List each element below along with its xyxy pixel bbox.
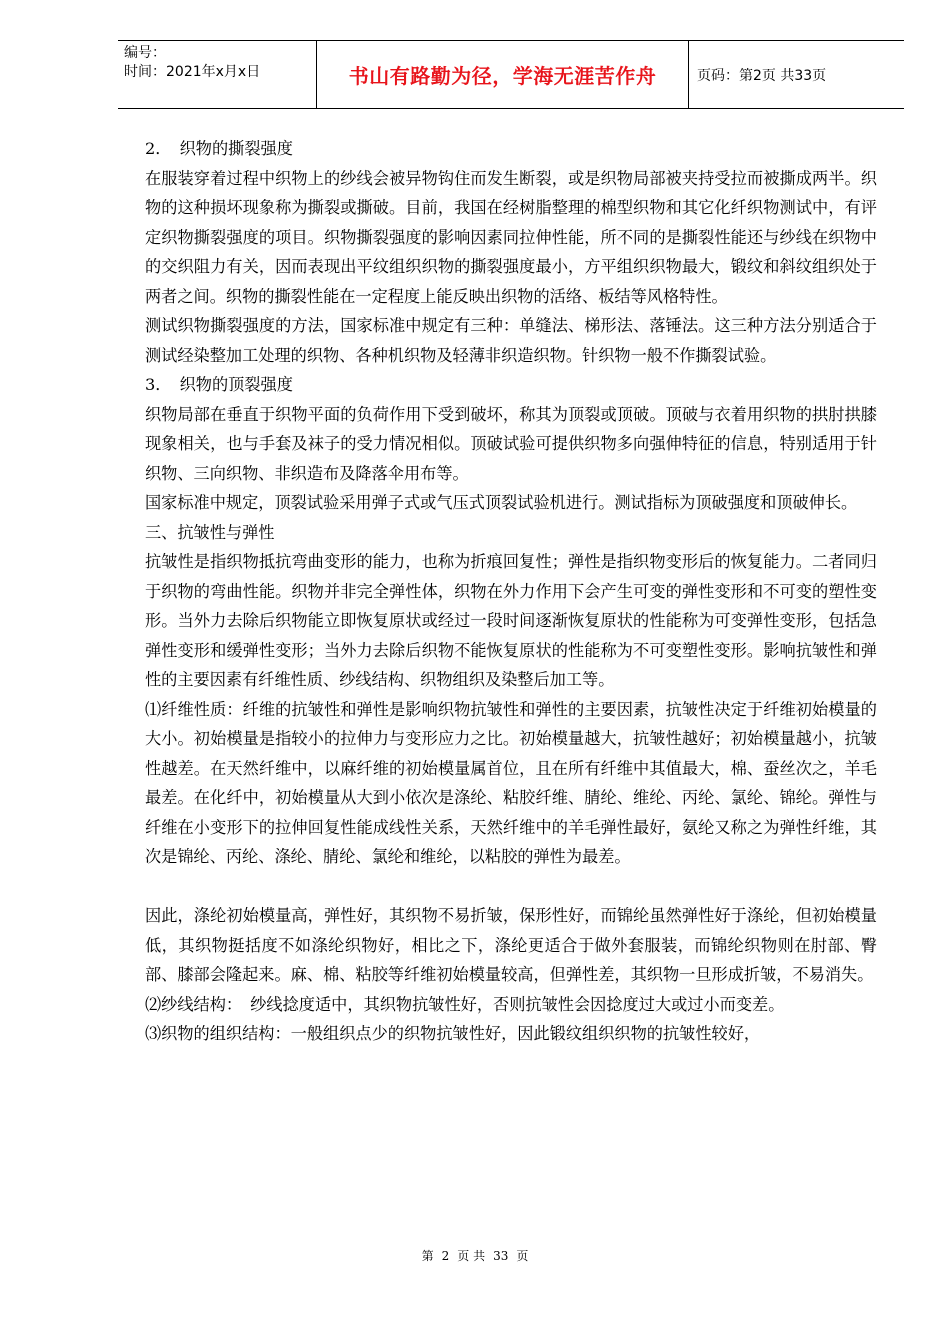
footer-page-total: 33 — [493, 1249, 509, 1263]
page-header — [118, 40, 904, 109]
body-paragraph: 织物局部在垂直于织物平面的负荷作用下受到破坏，称其为顶裂或顶破。顶破与衣着用织物的拱肘拱膝现象相关，也与手套及袜子的受力情况相似。顶破试验可提供织物多向强伸特征的信息，特别适用于针织物、三向织物、非织造布及降落伞用布等。 — [145, 404, 877, 483]
body-paragraph: ⑴纤维性质：纤维的抗皱性和弹性是影响织物抗皱性和弹性的主要因素，抗皱性决定于纤维初始模量的大小。初始模量是指较小的拉伸力与变形应力之比。初始模量越大，抗皱性越好；初始模量越小，抗皱性越差。在天然纤维中，以麻纤维的初始模量属首位，且在所有纤维中其值最大，棉、蚕丝次之，羊毛最差。在化纤中，初始模量从大到小依次是涤纶、粘胶纤维、腈纶、维纶、丙纶、氯纶、锦纶。弹性与纤维在小变形下的拉伸回复性能成线性关系，天然纤维中的羊毛弹性最好，氨纶又称之为弹性纤维，其次是锦纶、丙纶、涤纶、腈纶、氯纶和维纶，以粘胶的弹性为最差。 — [145, 699, 877, 866]
section-heading: 2． 织物的撕裂强度 — [145, 139, 293, 158]
footer-mid: 页 共 — [457, 1249, 486, 1263]
header-motto-cell — [316, 41, 689, 108]
header-motto: 书山有路勤为径，学海无涯苦作舟 — [348, 64, 657, 88]
body-paragraph: 测试织物撕裂强度的方法，国家标准中规定有三种：单缝法、梯形法、落锤法。这三种方法分别适合于测试经染整加工处理的织物、各种机织物及轻薄非织造织物。针织物一般不作撕裂试验。 — [145, 316, 877, 365]
body-paragraph: 国家标准中规定，顶裂试验采用弹子式或气压式顶裂试验机进行。测试指标为顶破强度和顶破伸长。 — [145, 493, 858, 512]
body-paragraph: 因此，涤纶初始模量高，弹性好，其织物不易折皱，保形性好，而锦纶虽然弹性好于涤纶，但初始模量低，其织物挺括度不如涤纶织物好，相比之下，涤纶更适合于做外套服装，而锦纶织物则在肘部、臀部、膝部会隆起来。麻、棉、粘胶等纤维初始模量较高，但弹性差，其织物一旦形成折皱，不易消失。 — [145, 906, 877, 984]
body-paragraph: 在服装穿着过程中织物上的纱线会被异物钩住而发生断裂，或是织物局部被夹持受拉而被撕成两半。织物的这种损坏现象称为撕裂或撕破。目前，我国在经树脂整理的棉型织物和其它化纤织物测试中，有评定织物撕裂强度的项目。织物撕裂强度的影响因素同拉伸性能，所不同的是撕裂性能还与纱线在织物中的交织阻力有关，因而表现出平纹组织织物的撕裂强度最小，方平组织织物最大，锻纹和斜纹组织处于两者之间。织物的撕裂性能在一定程度上能反映出织物的活络、板结等风格特性。 — [145, 168, 877, 306]
body-paragraph: 抗皱性是指织物抵抗弯曲变形的能力，也称为折痕回复性；弹性是指织物变形后的恢复能力。二者同归于织物的弯曲性能。织物并非完全弹性体，织物在外力作用下会产生可变的弹性变形和不可变的塑性变形。当外力去除后织物能立即恢复原状或经过一段时间逐渐恢复原状的性能称为可变弹性变形，包括急弹性变形和缓弹性变形；当外力去除后织物不能恢复原状的性能称为不可变塑性变形。影响抗皱性和弹性的主要因素有纤维性质、纱线结构、织物组织及染整后加工等。 — [145, 552, 877, 689]
body-paragraph: ⑵纱线结构： 纱线捻度适中，其织物抗皱性好，否则抗皱性会因捻度过大或过小而变差。 — [145, 994, 785, 1014]
footer-suffix: 页 — [516, 1249, 529, 1263]
section-heading: 3． 织物的顶裂强度 — [145, 375, 293, 394]
document-body — [145, 134, 877, 1049]
header-meta — [118, 41, 316, 108]
footer-prefix: 第 — [421, 1249, 434, 1263]
section-heading: 三、抗皱性与弹性 — [145, 522, 275, 542]
document-number-label: 编号： — [124, 45, 166, 61]
document-time-label: 时间：2021年x月x日 — [124, 64, 261, 80]
header-page-label: 页码：第2页 共33页 — [697, 67, 827, 84]
header-page-cell — [689, 41, 904, 108]
blank-line — [145, 872, 877, 902]
body-paragraph: ⑶织物的组织结构：一般组织点少的织物抗皱性好，因此锻纹组织织物的抗皱性较好， — [145, 1024, 761, 1043]
footer-page-number: 2 — [441, 1249, 450, 1263]
page-footer — [0, 1247, 950, 1264]
